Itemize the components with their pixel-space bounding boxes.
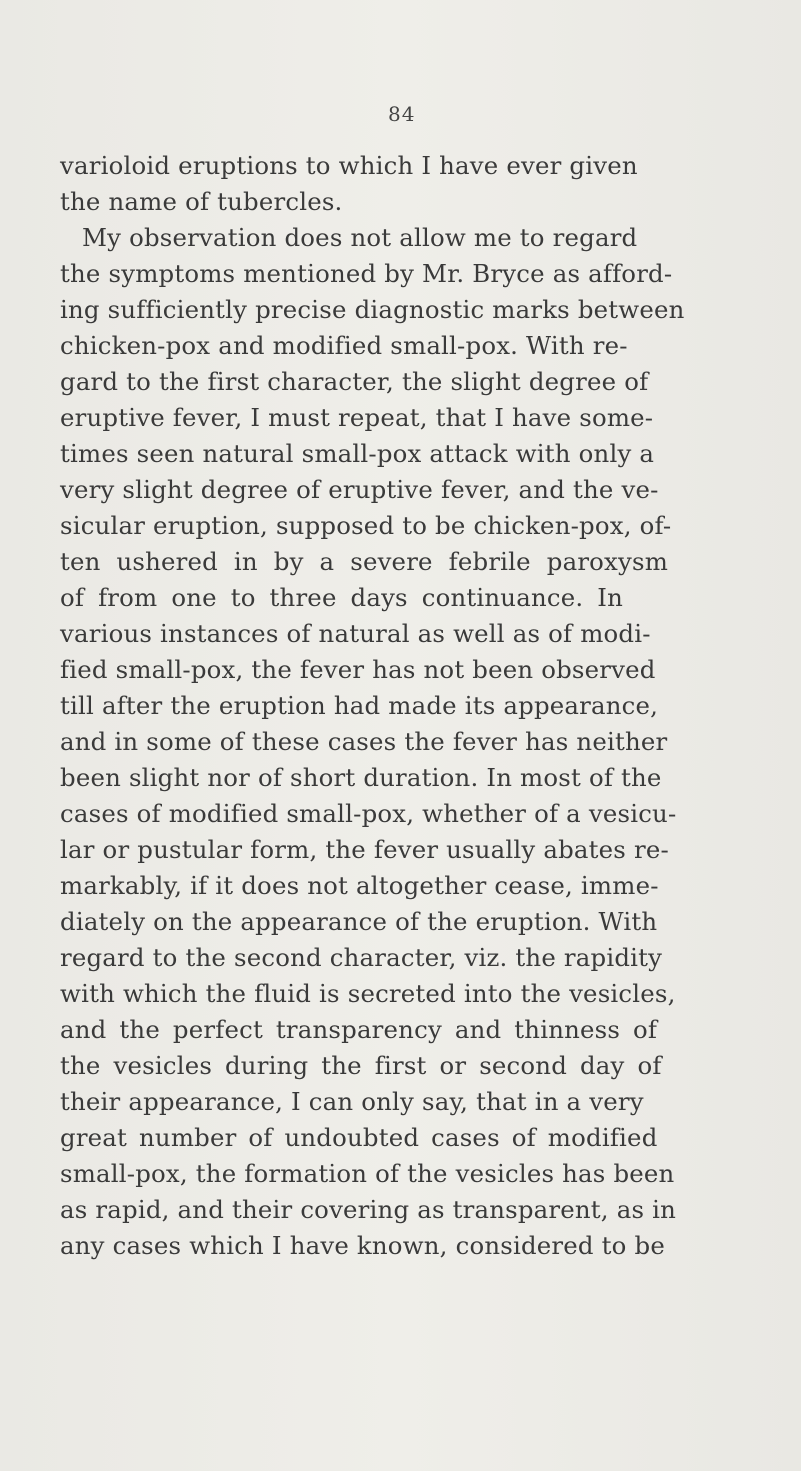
text-line: diately on the appearance of the eruption. With: [60, 907, 658, 936]
text-line: ten ushered in by a severe febrile paroxysm: [60, 547, 669, 576]
page-number: 84: [388, 102, 416, 126]
text-line: till after the eruption had made its appearance,: [60, 691, 659, 720]
text-line: regard to the second character, viz. the rapidity: [60, 943, 663, 972]
text-line: as rapid, and their covering as transparent, as in: [60, 1195, 677, 1224]
text-line: chicken-pox and modified small-pox. With re-: [60, 331, 628, 360]
text-line: varioloid eruptions to which I have ever given: [60, 151, 638, 180]
text-line: times seen natural small-pox attack with only a: [60, 439, 655, 468]
text-line: fied small-pox, the fever has not been observed: [60, 655, 656, 684]
text-line: very slight degree of eruptive fever, and the ve-: [60, 475, 659, 504]
text-line: eruptive fever, I must repeat, that I have some-: [60, 403, 654, 432]
text-line: the symptoms mentioned by Mr. Bryce as afford-: [60, 259, 673, 288]
text-line: and the perfect transparency and thinness of: [60, 1015, 658, 1044]
text-line: of from one to three days continuance. In: [60, 583, 623, 612]
text-line: any cases which I have known, considered to be: [60, 1231, 665, 1260]
text-line: cases of modified small-pox, whether of a vesicu-: [60, 799, 677, 828]
text-line: lar or pustular form, the fever usually abates re-: [60, 835, 669, 864]
text-line: markably, if it does not altogether cease, imme-: [60, 871, 659, 900]
text-line: with which the fluid is secreted into the vesicles,: [60, 979, 676, 1008]
text-line: ing sufficiently precise diagnostic marks between: [60, 295, 685, 324]
text-line: small-pox, the formation of the vesicles has been: [60, 1159, 675, 1188]
text-line: their appearance, I can only say, that in a very: [60, 1087, 644, 1116]
text-line: My observation does not allow me to regard: [82, 223, 638, 252]
text-line: and in some of these cases the fever has neither: [60, 727, 668, 756]
text-line: various instances of natural as well as of modi-: [60, 619, 651, 648]
text-line: great number of undoubted cases of modified: [60, 1123, 658, 1152]
text-line: sicular eruption, supposed to be chicken-pox, of-: [60, 511, 672, 540]
text-line: the vesicles during the first or second day of: [60, 1051, 662, 1080]
text-line: the name of tubercles.: [60, 187, 343, 216]
text-line: gard to the first character, the slight degree of: [60, 367, 649, 396]
text-line: been slight nor of short duration. In most of the: [60, 763, 662, 792]
